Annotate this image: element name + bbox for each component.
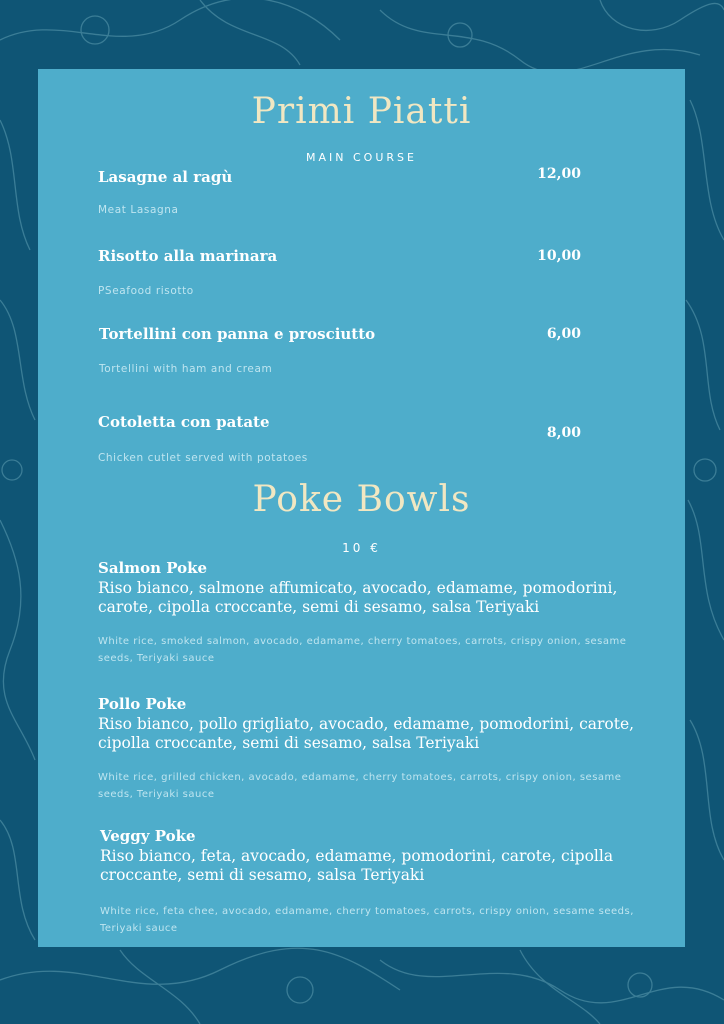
- poke-item-ingredients: Riso bianco, feta, avocado, edamame, pomodorini, carote, cipolla croccante, semi di sesamo, salsa Teriyaki: [100, 847, 614, 884]
- menu-item-description: Chicken cutlet served with potatoes: [98, 452, 308, 464]
- menu-item-name: Tortellini con panna e prosciutto: [99, 325, 376, 343]
- menu-item-name: Cotoletta con patate: [98, 413, 270, 431]
- section-title-poke: Poke Bowls: [252, 479, 471, 520]
- poke-item-description: White rice, feta chee, avocado, edamame, cherry tomatoes, carrots, crispy onion, sesame seeds, Teriyaki sauce: [100, 906, 634, 934]
- poke-item-name: Salmon Poke: [98, 559, 208, 577]
- menu-item-description: Meat Lasagna: [98, 204, 179, 216]
- section-title-primi: Primi Piatti: [251, 91, 472, 132]
- menu-item-price: 10,00: [537, 248, 581, 264]
- menu-item-price: 6,00: [546, 326, 581, 342]
- poke-item-ingredients: Riso bianco, pollo grigliato, avocado, edamame, pomodorini, carote, cipolla croccante, semi di sesamo, salsa Teriyaki: [98, 715, 635, 752]
- poke-item-name: Veggy Poke: [100, 827, 196, 845]
- poke-item-name: Pollo Poke: [98, 695, 187, 713]
- poke-item-description: White rice, grilled chicken, avocado, edamame, cherry tomatoes, carrots, crispy onion, sesame seeds, Teriyaki sauce: [98, 772, 622, 800]
- menu-item-description: PSeafood risotto: [98, 285, 194, 297]
- menu-item-price: 8,00: [546, 425, 581, 441]
- poke-item-description: White rice, smoked salmon, avocado, edamame, cherry tomatoes, carrots, crispy onion, sesame seeds, Teriyaki sauce: [98, 636, 627, 664]
- menu-item-description: Tortellini with ham and cream: [99, 363, 273, 375]
- section-subtitle-primi: MAIN COURSE: [306, 151, 417, 164]
- poke-price: 10 €: [342, 541, 381, 555]
- menu-item-name: Lasagne al ragù: [98, 168, 233, 186]
- menu-item-name: Risotto alla marinara: [98, 247, 278, 265]
- menu-item-price: 12,00: [537, 166, 581, 182]
- menu-panel: [38, 69, 685, 947]
- poke-item-ingredients: Riso bianco, salmone affumicato, avocado, edamame, pomodorini, carote, cipolla croccante, semi di sesamo, salsa Teriyaki: [98, 579, 618, 616]
